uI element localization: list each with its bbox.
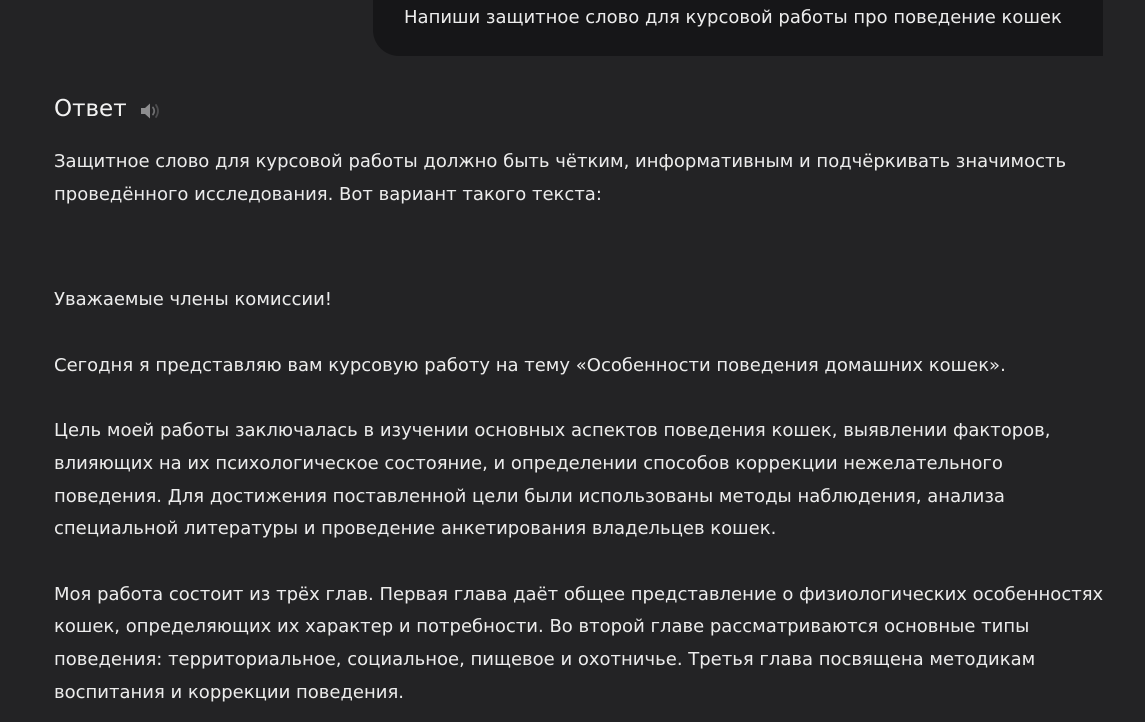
answer-content bbox=[54, 146, 1114, 709]
speaker-icon[interactable] bbox=[140, 101, 164, 121]
answer-header bbox=[54, 93, 164, 125]
answer-paragraph: Уважаемые члены комиссии! bbox=[54, 289, 332, 311]
answer-paragraph: Моя работа состоит из трёх глав. Первая глава даёт общее представление о физиологических особенностях кошек, определяющих их характер и потребности. Во второй главе рассматриваются основные типы поведения: территориальное, социальное, пищевое и охотничье. Третья глава посвящена методикам воспитания и коррекции поведения. bbox=[54, 583, 1104, 703]
user-message-bubble bbox=[373, 0, 1103, 56]
answer-paragraph: Защитное слово для курсовой работы должно быть чётким, информативным и подчёркивать значимость проведённого исследования. Вот вариант такого текста: bbox=[54, 151, 1067, 205]
answer-paragraph: Цель моей работы заключалась в изучении основных аспектов поведения кошек, выявлении факторов, влияющих на их психологическое состояние, и определении способов коррекции нежелательного поведения. Для достижения поставленной цели были использованы методы наблюдения, анализа специальной литературы и проведение анкетирования владельцев кошек. bbox=[54, 420, 1051, 540]
answer-paragraph: Сегодня я представляю вам курсовую работу на тему «Особенности поведения домашних кошек». bbox=[54, 354, 1006, 376]
answer-title: Ответ bbox=[54, 96, 127, 122]
user-message-text: Напиши защитное слово для курсовой работы про поведение кошек bbox=[404, 7, 1062, 28]
